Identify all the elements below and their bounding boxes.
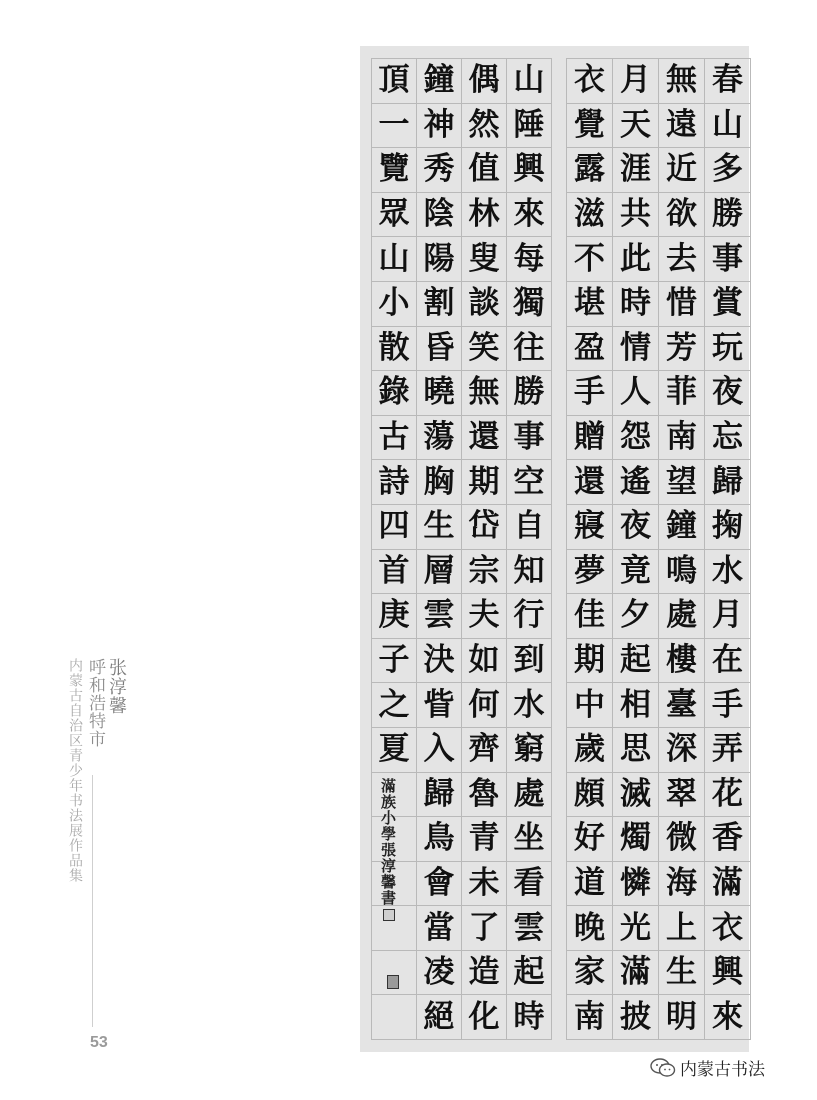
calligraphy-char: 割	[417, 281, 462, 326]
calligraphy-char: 不	[567, 237, 613, 282]
calligraphy-char: 會	[417, 861, 462, 906]
calligraphy-char: 生	[659, 950, 705, 995]
calligraphy-char: 手	[567, 371, 613, 416]
calligraphy-char: 值	[462, 148, 507, 193]
calligraphy-char: 夢	[567, 549, 613, 594]
calligraphy-char: 上	[659, 906, 705, 951]
calligraphy-char: 入	[417, 727, 462, 772]
calligraphy-char: 錄	[372, 371, 417, 416]
calligraphy-char: 層	[417, 549, 462, 594]
calligraphy-char: 怨	[613, 415, 659, 460]
calligraphy-char: 中	[567, 683, 613, 728]
calligraphy-char: 海	[659, 861, 705, 906]
calligraphy-char: 掬	[705, 504, 751, 549]
calligraphy-char: 頗	[567, 772, 613, 817]
calligraphy-char: 香	[705, 817, 751, 862]
calligraphy-char: 蕩	[417, 415, 462, 460]
calligraphy-char: 凌	[417, 950, 462, 995]
calligraphy-char: 岱	[462, 504, 507, 549]
calligraphy-char: 了	[462, 906, 507, 951]
divider	[92, 775, 93, 1027]
author-credit	[68, 658, 125, 883]
calligraphy-char: 夜	[705, 371, 751, 416]
author-city: 呼和浩特市	[85, 658, 105, 748]
calligraphy-char: 盈	[567, 326, 613, 371]
calligraphy-char: 手	[705, 683, 751, 728]
calligraphy-char: 樓	[659, 638, 705, 683]
calligraphy-char: 水	[705, 549, 751, 594]
calligraphy-char: 起	[613, 638, 659, 683]
calligraphy-char: 齊	[462, 727, 507, 772]
calligraphy-char: 歸	[417, 772, 462, 817]
calligraphy-char: 山	[507, 59, 552, 104]
calligraphy-char: 陽	[417, 237, 462, 282]
calligraphy-char: 歸	[705, 460, 751, 505]
calligraphy-char: 何	[462, 683, 507, 728]
calligraphy-char: 鳴	[659, 549, 705, 594]
calligraphy-char: 絕	[417, 995, 462, 1040]
calligraphy-char: 披	[613, 995, 659, 1040]
calligraphy-char: 陲	[507, 103, 552, 148]
calligraphy-char: 無	[659, 59, 705, 104]
book-title: 内蒙古自治区青少年书法展作品集	[67, 658, 83, 883]
calligraphy-char: 看	[507, 861, 552, 906]
calligraphy-char: 林	[462, 192, 507, 237]
calligraphy-char: 處	[659, 594, 705, 639]
calligraphy-char: 還	[567, 460, 613, 505]
calligraphy-char: 月	[705, 594, 751, 639]
calligraphy-char: 鐘	[659, 504, 705, 549]
calligraphy-char: 多	[705, 148, 751, 193]
calligraphy-char: 衣	[567, 59, 613, 104]
calligraphy-char: 憐	[613, 861, 659, 906]
calligraphy-char: 欲	[659, 192, 705, 237]
calligraphy-char: 勝	[507, 371, 552, 416]
calligraphy-char: 子	[372, 638, 417, 683]
calligraphy-char: 人	[613, 371, 659, 416]
calligraphy-char: 時	[507, 995, 552, 1040]
calligraphy-char: 翠	[659, 772, 705, 817]
right-character-grid	[566, 58, 751, 1040]
calligraphy-char: 無	[462, 371, 507, 416]
calligraphy-char: 在	[705, 638, 751, 683]
calligraphy-char: 滅	[613, 772, 659, 817]
calligraphy-char: 之	[372, 683, 417, 728]
calligraphy-char: 坐	[507, 817, 552, 862]
calligraphy-char: 自	[507, 504, 552, 549]
calligraphy-char: 忘	[705, 415, 751, 460]
calligraphy-char: 雲	[507, 906, 552, 951]
calligraphy-char: 勝	[705, 192, 751, 237]
calligraphy-char: 魯	[462, 772, 507, 817]
calligraphy-char: 時	[613, 281, 659, 326]
calligraphy-char: 期	[462, 460, 507, 505]
calligraphy-char: 夫	[462, 594, 507, 639]
calligraphy-char: 滿	[705, 861, 751, 906]
calligraphy-char: 處	[507, 772, 552, 817]
calligraphy-char: 覺	[567, 103, 613, 148]
calligraphy-char: 道	[567, 861, 613, 906]
calligraphy-char: 露	[567, 148, 613, 193]
calligraphy-char: 往	[507, 326, 552, 371]
calligraphy-char: 事	[705, 237, 751, 282]
calligraphy-char: 光	[613, 906, 659, 951]
calligraphy-char	[372, 995, 417, 1040]
brand-label: 内蒙古书法	[680, 1060, 765, 1080]
signature: 滿族小學張淳馨書	[379, 778, 397, 906]
calligraphy-char: 曉	[417, 371, 462, 416]
calligraphy-char: 獨	[507, 281, 552, 326]
calligraphy-char: 到	[507, 638, 552, 683]
calligraphy-char: 明	[659, 995, 705, 1040]
calligraphy-char: 夕	[613, 594, 659, 639]
calligraphy-char: 胸	[417, 460, 462, 505]
seal-stamp	[383, 909, 395, 921]
calligraphy-char: 興	[507, 148, 552, 193]
calligraphy-char: 然	[462, 103, 507, 148]
calligraphy-char: 衣	[705, 906, 751, 951]
calligraphy-char: 惜	[659, 281, 705, 326]
calligraphy-char: 散	[372, 326, 417, 371]
calligraphy-char: 興	[705, 950, 751, 995]
calligraphy-char: 天	[613, 103, 659, 148]
author-name: 张淳馨	[106, 658, 127, 715]
calligraphy-char: 來	[705, 995, 751, 1040]
calligraphy-char: 寢	[567, 504, 613, 549]
calligraphy-char: 生	[417, 504, 462, 549]
calligraphy-char: 芳	[659, 326, 705, 371]
calligraphy-char: 涯	[613, 148, 659, 193]
calligraphy-char: 水	[507, 683, 552, 728]
calligraphy-char: 四	[372, 504, 417, 549]
calligraphy-char: 好	[567, 817, 613, 862]
calligraphy-right-panel	[566, 58, 751, 1040]
page-number: 53	[90, 1034, 108, 1051]
calligraphy-char: 詩	[372, 460, 417, 505]
calligraphy-char: 滋	[567, 192, 613, 237]
calligraphy-char: 雲	[417, 594, 462, 639]
calligraphy-char: 燭	[613, 817, 659, 862]
calligraphy-char: 談	[462, 281, 507, 326]
calligraphy-char: 弄	[705, 727, 751, 772]
calligraphy-char: 宗	[462, 549, 507, 594]
calligraphy-char: 覽	[372, 148, 417, 193]
calligraphy-char: 偶	[462, 59, 507, 104]
calligraphy-char: 事	[507, 415, 552, 460]
watermark-brand	[650, 1055, 765, 1080]
calligraphy-char: 玩	[705, 326, 751, 371]
calligraphy-char: 賞	[705, 281, 751, 326]
calligraphy-char: 化	[462, 995, 507, 1040]
calligraphy-char: 來	[507, 192, 552, 237]
calligraphy-char: 還	[462, 415, 507, 460]
calligraphy-char: 窮	[507, 727, 552, 772]
calligraphy-char: 遠	[659, 103, 705, 148]
calligraphy-char: 南	[659, 415, 705, 460]
calligraphy-char: 行	[507, 594, 552, 639]
calligraphy-char: 堪	[567, 281, 613, 326]
calligraphy-char: 小	[372, 281, 417, 326]
calligraphy-char: 一	[372, 103, 417, 148]
calligraphy-char: 山	[372, 237, 417, 282]
calligraphy-char: 神	[417, 103, 462, 148]
calligraphy-char: 晚	[567, 906, 613, 951]
calligraphy-char: 近	[659, 148, 705, 193]
calligraphy-char: 佳	[567, 594, 613, 639]
calligraphy-char: 深	[659, 727, 705, 772]
calligraphy-char: 眥	[417, 683, 462, 728]
calligraphy-char: 起	[507, 950, 552, 995]
calligraphy-char: 笑	[462, 326, 507, 371]
calligraphy-char: 情	[613, 326, 659, 371]
calligraphy-char: 頂	[372, 59, 417, 104]
calligraphy-char: 空	[507, 460, 552, 505]
calligraphy-char: 山	[705, 103, 751, 148]
calligraphy-char: 共	[613, 192, 659, 237]
wechat-icon	[650, 1058, 676, 1078]
calligraphy-char: 滿	[613, 950, 659, 995]
calligraphy-char: 造	[462, 950, 507, 995]
calligraphy-char: 當	[417, 906, 462, 951]
calligraphy-char: 遙	[613, 460, 659, 505]
calligraphy-char: 眾	[372, 192, 417, 237]
calligraphy-char: 首	[372, 549, 417, 594]
calligraphy-char: 思	[613, 727, 659, 772]
calligraphy-char: 夜	[613, 504, 659, 549]
calligraphy-char: 期	[567, 638, 613, 683]
calligraphy-char: 南	[567, 995, 613, 1040]
signature-block	[378, 778, 399, 921]
calligraphy-char: 月	[613, 59, 659, 104]
calligraphy-char: 昏	[417, 326, 462, 371]
calligraphy-char: 竟	[613, 549, 659, 594]
calligraphy-char: 庚	[372, 594, 417, 639]
calligraphy-char: 此	[613, 237, 659, 282]
calligraphy-char: 每	[507, 237, 552, 282]
calligraphy-char: 夏	[372, 727, 417, 772]
calligraphy-char: 歲	[567, 727, 613, 772]
calligraphy-char: 秀	[417, 148, 462, 193]
calligraphy-char: 古	[372, 415, 417, 460]
calligraphy-char: 望	[659, 460, 705, 505]
calligraphy-char: 青	[462, 817, 507, 862]
calligraphy-char: 花	[705, 772, 751, 817]
calligraphy-char: 叟	[462, 237, 507, 282]
seal-stamp-small	[387, 975, 399, 989]
calligraphy-char: 臺	[659, 683, 705, 728]
calligraphy-char: 春	[705, 59, 751, 104]
calligraphy-char: 微	[659, 817, 705, 862]
calligraphy-char: 知	[507, 549, 552, 594]
calligraphy-char: 鳥	[417, 817, 462, 862]
calligraphy-char: 決	[417, 638, 462, 683]
calligraphy-char: 家	[567, 950, 613, 995]
calligraphy-char: 鐘	[417, 59, 462, 104]
calligraphy-char: 如	[462, 638, 507, 683]
calligraphy-char: 相	[613, 683, 659, 728]
calligraphy-char: 未	[462, 861, 507, 906]
calligraphy-char: 贈	[567, 415, 613, 460]
calligraphy-char: 菲	[659, 371, 705, 416]
calligraphy-char: 陰	[417, 192, 462, 237]
calligraphy-char: 去	[659, 237, 705, 282]
